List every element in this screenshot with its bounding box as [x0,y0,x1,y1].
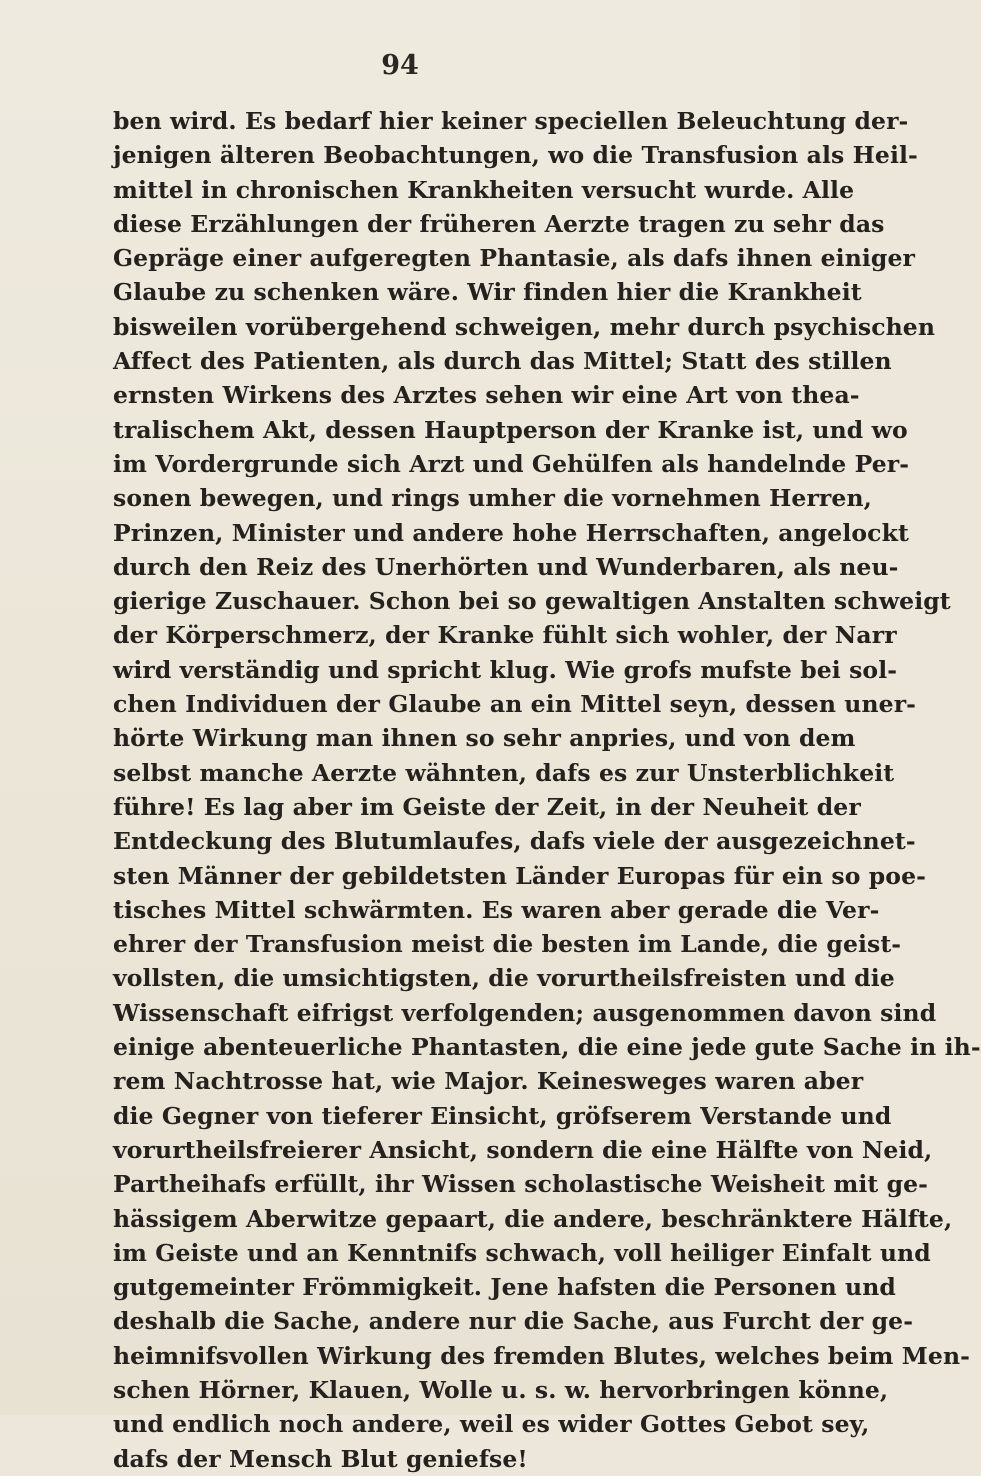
text-line: ben wird. Es bedarf hier keiner speciellen Beleuchtung der- [113,107,909,135]
text-line: gutgemeinter Frömmigkeit. Jene hafsten die Personen und [113,1273,896,1302]
text-line: im Geiste und an Kenntnifs schwach, voll heiliger Einfalt und [113,1238,931,1267]
text-line: diese Erzählungen der früheren Aerzte tragen zu sehr das [113,209,885,238]
text-line: rem Nachtrosse hat, wie Major. Keinesweges waren aber [113,1067,864,1096]
text-line: sonen bewegen, und rings umher die vornehmen Herren, [113,484,872,513]
text-line: tisches Mittel schwärmten. Es waren aber gerade die Ver- [113,895,880,924]
text-line: chen Individuen der Glaube an ein Mittel seyn, dessen uner- [113,690,917,719]
text-line: Partheihafs erfüllt, ihr Wissen scholastische Weisheit mit ge- [113,1170,929,1199]
page-number: 94 [381,50,419,81]
text-line: schen Hörner, Klauen, Wolle u. s. w. hervorbringen könne, [113,1375,889,1404]
text-line: deshalb die Sache, andere nur die Sache, aus Furcht der ge- [113,1307,914,1336]
text-line: ehrer der Transfusion meist die besten im Lande, die geist- [113,930,902,959]
text-line: im Vordergrunde sich Arzt und Gehülfen als handelnde Per- [113,449,910,478]
text-line: gierige Zuschauer. Schon bei so gewaltigen Anstalten schweigt [113,587,951,616]
text-line: jenigen älteren Beobachtungen, wo die Transfusion als Heil- [113,141,918,170]
text-line: vorurtheilsfreierer Ansicht, sondern die eine Hälfte von Neid, [113,1135,933,1164]
text-line: der Körperschmerz, der Kranke fühlt sich wohler, der Narr [113,621,897,650]
text-line: selbst manche Aerzte wähnten, dafs es zur Unsterblichkeit [113,758,895,787]
text-line: und endlich noch andere, weil es wider Gottes Gebot sey, [113,1410,870,1439]
text-line: Glaube zu schenken wäre. Wir finden hier die Krankheit [113,278,862,307]
body-text [113,104,981,1476]
text-line: Affect des Patienten, als durch das Mittel; Statt des stillen [113,347,892,376]
text-line: führe! Es lag aber im Geiste der Zeit, in der Neuheit der [113,792,861,821]
text-line: hörte Wirkung man ihnen so sehr anpries, und von dem [113,724,856,753]
text-line: Entdeckung des Blutumlaufes, dafs viele der ausgezeichnet- [113,827,916,856]
text-line: einige abenteuerliche Phantasten, die eine jede gute Sache in ih- [113,1033,981,1062]
text-line: hässigem Aberwitze gepaart, die andere, beschränktere Hälfte, [113,1204,953,1233]
text-line: ernsten Wirkens des Arztes sehen wir eine Art von thea- [113,381,860,410]
text-line: durch den Reiz des Unerhörten und Wunderbaren, als neu- [113,552,899,581]
text-line: mittel in chronischen Krankheiten versucht wurde. Alle [113,175,855,204]
text-line: Gepräge einer aufgeregten Phantasie, als dafs ihnen einiger [113,244,915,273]
text-line: heimnifsvollen Wirkung des fremden Blutes, welches beim Men- [113,1341,970,1370]
text-line: sten Männer der gebildetsten Länder Europas für ein so poe- [113,861,926,890]
text-line: dafs der Mensch Blut geniefse! [113,1444,528,1473]
text-line: bisweilen vorübergehend schweigen, mehr durch psychischen [113,312,936,341]
text-line: Prinzen, Minister und andere hohe Herrschaften, angelockt [113,518,909,547]
text-line: Wissenschaft eifrigst verfolgenden; ausgenommen davon sind [113,998,937,1027]
text-line: tralischem Akt, dessen Hauptperson der Kranke ist, und wo [113,415,908,444]
text-line: vollsten, die umsichtigsten, die vorurtheilsfreisten und die [113,964,895,993]
text-line: wird verständig und spricht klug. Wie grofs mufste bei sol- [113,655,898,684]
text-line: die Gegner von tieferer Einsicht, gröfserem Verstande und [113,1101,892,1130]
